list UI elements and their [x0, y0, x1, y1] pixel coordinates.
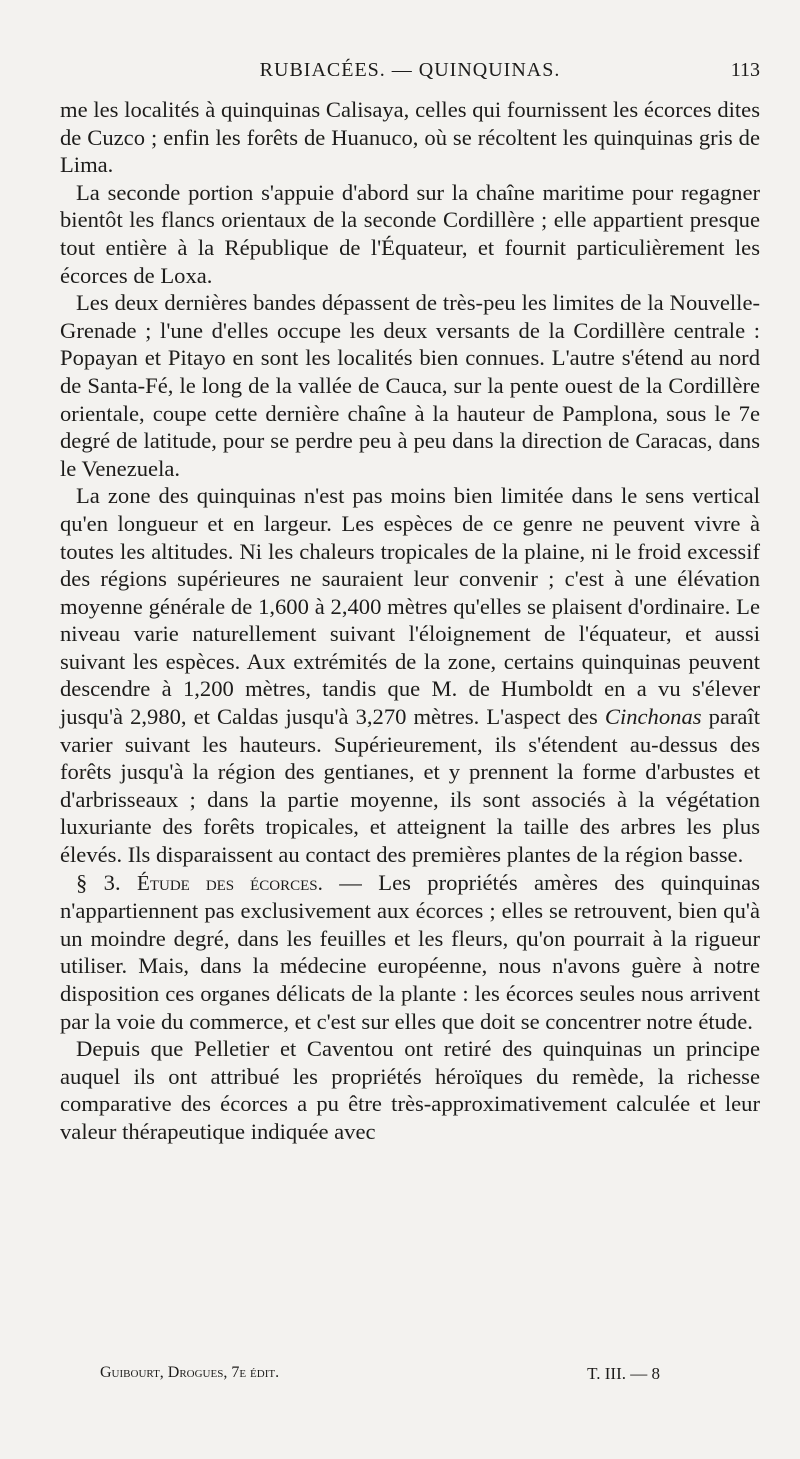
page-number: 113 — [730, 59, 760, 81]
footer-volume-sheet: T. III. — 8 — [587, 1364, 660, 1383]
page-header — [60, 55, 760, 85]
section-3-text: — Les propriétés amères des quinquinas n'appartiennent pas exclusivement aux écorces ; elles se retrouvent, bien qu'à un moindre degré, dans les feuilles et les fleurs, qu'on pourrait à la rigueur utiliser. Mais, dans la médecine européenne, nous n'avons guère à notre disposition ces organes délicats de la plante : les écorces seules nous arrivent par la voie du commerce, et c'est sur elles que doit se concentrer notre étude. — [60, 869, 761, 1034]
paragraph-6: Depuis que Pelletier et Caventou ont retiré des quinquinas un principe auquel ils ont attribué les propriétés héroïques du remède, la richesse comparative des écorces a pu être très-approximativement calculée et leur valeur thérapeutique indiquée avec — [60, 1036, 760, 1144]
section-number: § 3. — [76, 869, 121, 895]
paragraph-1: me les localités à quinquinas Calisaya, celles qui fournissent les écorces dites de Cuzco ; enfin les forêts de Huanuco, où se récoltent les quinquinas gris de Lima. — [60, 97, 760, 178]
body-text — [60, 96, 760, 1146]
paragraph-4-part-b: paraît varier suivant les hauteurs. Supérieurement, ils s'étendent au-dessus des forêts jusqu'à la région des gentianes, et y prennent la forme d'arbustes et d'arbrisseaux ; dans la partie moyenne, ils sont associés à la végétation luxuriante des forêts tropicales, et atteignent la taille des arbres les plus élevés. Ils disparaissent au contact des premières plantes de la région basse. — [60, 704, 760, 868]
section-title: Étude des écorces. — [137, 870, 323, 895]
paragraph-3: Les deux dernières bandes dépassent de très-peu les limites de la Nouvelle-Grenade ; l'une d'elles occupe les deux versants de la Cordillère centrale : Popayan et Pitayo en sont les localités bien connues. L'autre s'étend au nord de Santa-Fé, le long de la vallée de Cauca, sur la pente ouest de la Cordillère orientale, coupe cette dernière chaîne à la hauteur de Pamplona, sous le 7e degré de latitude, pour se perdre peu à peu dans la direction de Caracas, dans le Venezuela. — [60, 290, 760, 481]
page-footer — [100, 1364, 660, 1388]
paragraph-4 — [60, 482, 760, 868]
cinchonas-italic: Cinchonas — [604, 704, 702, 730]
running-title: RUBIACÉES. — QUINQUINAS. — [259, 59, 561, 81]
paragraph-2: La seconde portion s'appuie d'abord sur la chaîne maritime pour regagner bientôt les flancs orientaux de la seconde Cordillère ; elle appartient presque tout entière à la République de l'Équateur, et fournit particulièrement les écorces de Loxa. — [60, 179, 760, 288]
footer-signature: Guibourt, Drogues, 7e édit. — [100, 1364, 280, 1381]
paragraph-4-part-a: La zone des quinquinas n'est pas moins bien limitée dans le sens vertical qu'en longueur et en largeur. Les espèces de ce genre ne peuvent vivre à toutes les altitudes. Ni les chaleurs tropicales de la plaine, ni le froid excessif des régions supérieures ne sauraient leur convenir ; c'est à une élévation moyenne générale de 1,600 à 2,400 mètres qu'elles se plaisent d'ordinaire. Le niveau varie naturellement suivant l'éloignement de l'équateur, et aussi suivant les espèces. Aux extrémités de la zone, certains quinquinas peuvent descendre à 1,200 mètres, tandis que M. de Humboldt en a vu s'élever jusqu'à 2,980, et Caldas jusqu'à 3,270 mètres. L'aspect des — [60, 483, 760, 730]
section-3-paragraph — [60, 869, 760, 1036]
